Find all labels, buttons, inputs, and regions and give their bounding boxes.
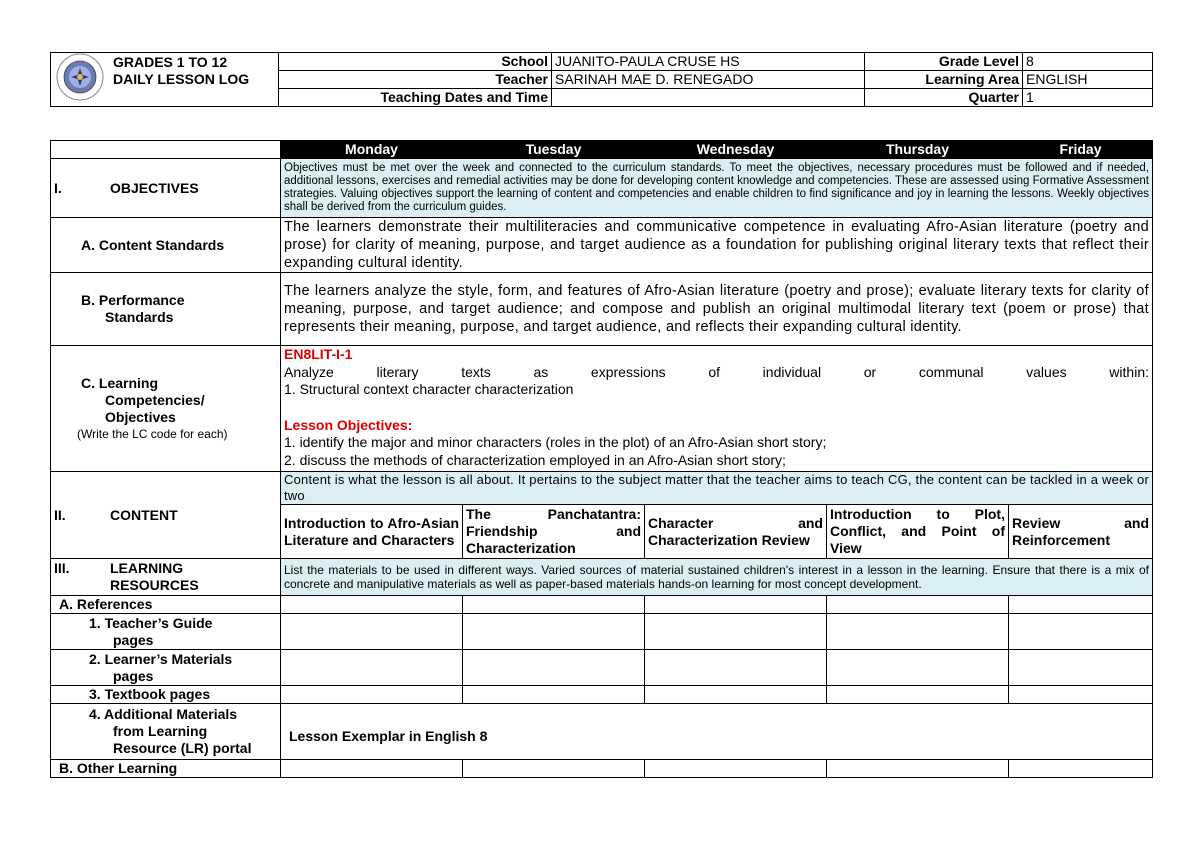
- content-standards-text: The learners demonstrate their multiliteracies and communicative competence in evaluating Afro-Asian literature (poetry and prose) for clarity of meaning, purpose, and target audience as a foundation for publishing original literary texts that reflect their expanding cultural identity.: [281, 218, 1153, 273]
- content-label: CONTENT: [110, 506, 178, 523]
- additional-materials-value: Lesson Exemplar in English 8: [281, 704, 1153, 760]
- lesson-objective-2: 2. discuss the methods of characterization employed in an Afro-Asian short story;: [284, 451, 786, 468]
- competency-line2: 1. Structural context character characterization: [284, 381, 574, 397]
- objectives-num: I.: [54, 179, 62, 196]
- quarter-value: 1: [1023, 89, 1153, 107]
- form-title-line1: GRADES 1 TO 12: [113, 54, 228, 70]
- day-monday: Monday: [281, 141, 463, 159]
- ref-cell-thu: [827, 596, 1009, 614]
- learners-materials-line2: pages: [113, 667, 154, 684]
- lm-cell-wed: [645, 650, 827, 686]
- resources-num: III.: [54, 560, 70, 576]
- competencies-label-line1: C. Learning: [81, 374, 159, 391]
- content-topic-wednesday: Character and Characterization Review: [645, 505, 827, 559]
- lm-cell-tue: [463, 650, 645, 686]
- school-value: JUANITO-PAULA CRUSE HS: [552, 53, 865, 71]
- references-label: A. References: [51, 596, 281, 614]
- textbook-pages-label: 3. Textbook pages: [51, 686, 281, 704]
- ol-cell-thu: [827, 760, 1009, 778]
- form-title: [51, 53, 279, 107]
- learning-area-value: ENGLISH: [1023, 71, 1153, 89]
- objectives-label: OBJECTIVES: [110, 179, 199, 196]
- tb-cell-wed: [645, 686, 827, 704]
- competencies-label-line3: Objectives: [105, 408, 176, 425]
- grade-level-value: 8: [1023, 53, 1153, 71]
- performance-standards-label: [51, 273, 281, 346]
- teachers-guide-line1: 1. Teacher’s Guide: [89, 614, 213, 631]
- competencies-label: [51, 346, 281, 472]
- day-wednesday: Wednesday: [645, 141, 827, 159]
- competency-line1: Analyze literary texts as expressions of individual or communal values within:: [284, 363, 1149, 380]
- objectives-note: Objectives must be met over the week and connected to the curriculum standards. To meet the objectives, necessary procedures must be followed and if needed, additional lessons, exercises and remedial activities may be done for developing content knowledge and competencies. These are assessed using Formative Assessment strategies. Valuing objectives support the learning of content and competencies and enable children to find significance and joy in learning the lessons. Weekly objectives shall be derived from the curriculum guides.: [281, 159, 1153, 218]
- teaching-dates-value: [552, 89, 865, 107]
- tg-cell-fri: [1009, 614, 1153, 650]
- teacher-label: Teacher: [279, 71, 552, 89]
- teacher-value: SARINAH MAE D. RENEGADO: [552, 71, 865, 89]
- tb-cell-tue: [463, 686, 645, 704]
- day-thursday: Thursday: [827, 141, 1009, 159]
- competencies-label-note: (Write the LC code for each): [77, 426, 228, 441]
- resources-note: List the materials to be used in different ways. Varied sources of material sustained children's interest in a lesson in the learning. Ensure that there is a mix of concrete and manipulative materials as well as paper-based materials hands-on learning for most concept development.: [281, 559, 1153, 596]
- tg-cell-mon: [281, 614, 463, 650]
- lc-code: EN8LIT-I-1: [284, 346, 353, 362]
- other-learning-label: B. Other Learning: [51, 760, 281, 778]
- ref-cell-wed: [645, 596, 827, 614]
- learners-materials-label: [51, 650, 281, 686]
- objectives-heading: [51, 159, 281, 218]
- content-topic-friday: Review and Reinforcement: [1009, 505, 1153, 559]
- lesson-objectives-title: Lesson Objectives:: [284, 416, 413, 433]
- content-topic-thursday: Introduction to Plot, Conflict, and Point of View: [827, 505, 1009, 559]
- ref-cell-tue: [463, 596, 645, 614]
- teachers-guide-label: [51, 614, 281, 650]
- additional-materials-line2: from Learning: [113, 723, 208, 739]
- day-tuesday: Tuesday: [463, 141, 645, 159]
- teaching-dates-label: Teaching Dates and Time: [279, 89, 552, 107]
- additional-materials-line1: 4. Additional Materials: [89, 706, 238, 722]
- grade-level-label: Grade Level: [865, 53, 1023, 71]
- content-topic-monday: Introduction to Afro-Asian Literature and Characters: [281, 505, 463, 559]
- tg-cell-thu: [827, 614, 1009, 650]
- tb-cell-fri: [1009, 686, 1153, 704]
- additional-materials-line3: Resource (LR) portal: [113, 740, 252, 756]
- header-table: [50, 52, 1153, 107]
- header-blank-cell: [51, 141, 281, 159]
- school-label: School: [279, 53, 552, 71]
- ol-cell-fri: [1009, 760, 1153, 778]
- ol-cell-tue: [463, 760, 645, 778]
- learners-materials-line1: 2. Learner’s Materials: [89, 650, 233, 667]
- lm-cell-fri: [1009, 650, 1153, 686]
- tg-cell-wed: [645, 614, 827, 650]
- tb-cell-thu: [827, 686, 1009, 704]
- form-title-line2: DAILY LESSON LOG: [113, 71, 250, 87]
- tg-cell-tue: [463, 614, 645, 650]
- resources-label-line1: LEARNING: [110, 560, 184, 576]
- learning-area-label: Learning Area: [865, 71, 1023, 89]
- performance-label-line2: Standards: [105, 309, 174, 325]
- quarter-label: Quarter: [865, 89, 1023, 107]
- performance-label-line1: B. Performance: [81, 292, 185, 308]
- ol-cell-mon: [281, 760, 463, 778]
- ref-cell-mon: [281, 596, 463, 614]
- additional-materials-label: [51, 704, 281, 760]
- teachers-guide-line2: pages: [113, 631, 154, 648]
- lm-cell-mon: [281, 650, 463, 686]
- content-note: Content is what the lesson is all about. It pertains to the subject matter that the teacher aims to teach CG, the content can be tackled in a week or two: [281, 472, 1153, 505]
- ol-cell-wed: [645, 760, 827, 778]
- lesson-objective-1: 1. identify the major and minor characters (roles in the plot) of an Afro-Asian short story;: [284, 434, 827, 450]
- lm-cell-thu: [827, 650, 1009, 686]
- resources-label-line2: RESOURCES: [110, 577, 199, 593]
- resources-heading: [51, 559, 281, 596]
- day-friday: Friday: [1009, 141, 1153, 159]
- content-num: II.: [54, 506, 66, 523]
- competencies-label-line2: Competencies/: [105, 391, 205, 408]
- content-standards-label: A. Content Standards: [51, 218, 281, 273]
- performance-standards-text: The learners analyze the style, form, and features of Afro-Asian literature (poetry and prose); evaluate literary texts for clarity of meaning, purpose, and target audience; and compose and publish an original multimodal literary text (poem or prose) that represents their meaning, purpose, and target audience, and reflects their expanding cultural identity.: [281, 273, 1153, 346]
- competencies-cell: [281, 346, 1153, 472]
- content-topic-tuesday: The Panchatantra: Friendship and Characterization: [463, 505, 645, 559]
- tb-cell-mon: [281, 686, 463, 704]
- lesson-log-table: [50, 140, 1153, 778]
- ref-cell-fri: [1009, 596, 1153, 614]
- content-heading: [51, 472, 281, 559]
